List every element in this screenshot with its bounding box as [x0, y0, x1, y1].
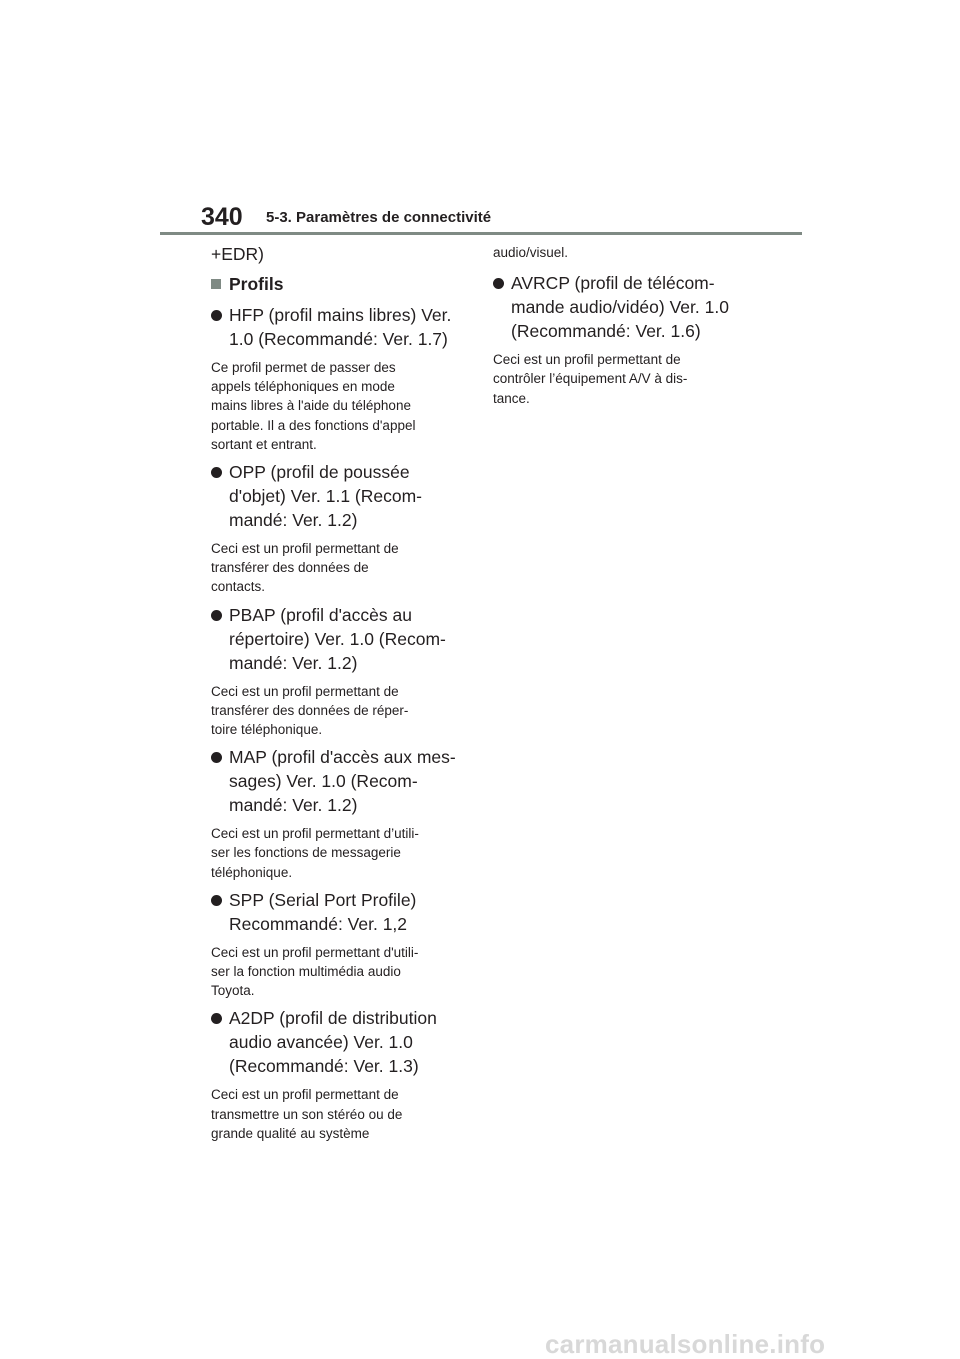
bullet-icon [493, 278, 504, 289]
continued-text: audio/visuel. [493, 245, 569, 260]
desc-line: tance. [493, 390, 530, 406]
list-item-title [211, 888, 473, 936]
desc-line: Ceci est un profil permettant de [211, 541, 399, 557]
title-line: mande audio/vidéo) Ver. 1.0 [511, 297, 729, 318]
list-item-description [211, 824, 473, 882]
desc-line: grande qualité au système [211, 1125, 370, 1141]
title-line: audio avancée) Ver. 1.0 [229, 1032, 413, 1053]
desc-line: mains libres à l'aide du téléphone [211, 398, 411, 414]
bullet-icon [211, 1013, 222, 1024]
title-line: SPP (Serial Port Profile) [229, 889, 417, 910]
desc-line: transférer des données de réper- [211, 702, 409, 718]
watermark-logo: carmanualsonline.info [545, 1329, 826, 1359]
desc-line: transmettre un son stéréo ou de [211, 1106, 403, 1122]
desc-line: ser la fonction multimédia audio [211, 964, 401, 980]
list-item-description [211, 358, 473, 454]
desc-line: portable. Il a des fonctions d'appel [211, 417, 416, 433]
list-item-title [493, 271, 755, 343]
desc-line: Toyota. [211, 983, 255, 999]
desc-line: ser les fonctions de messagerie [211, 845, 401, 861]
square-bullet-icon [211, 279, 221, 289]
desc-line: contacts. [211, 579, 266, 595]
right-column [493, 240, 755, 408]
bullet-icon [211, 467, 222, 478]
title-line: PBAP (profil d'accès au [229, 604, 412, 625]
title-line: AVRCP (profil de télécom- [511, 273, 715, 294]
heading-label: Profils [229, 274, 284, 294]
section-title: 5-3. Paramètres de connectivité [266, 209, 492, 226]
list-item-description [211, 539, 473, 597]
section-heading [211, 272, 473, 296]
desc-line: Ceci est un profil permettant de [211, 1087, 399, 1103]
desc-line: Ceci est un profil permettant de [493, 352, 681, 368]
title-line: sages) Ver. 1.0 (Recom- [229, 771, 418, 792]
title-line: mandé: Ver. 1.2) [229, 652, 358, 673]
desc-line: toire téléphonique. [211, 722, 323, 738]
desc-line: sortant et entrant. [211, 436, 317, 452]
desc-line: Ceci est un profil permettant d'utili- [211, 944, 419, 960]
desc-line: Ceci est un profil permettant de [211, 683, 399, 699]
title-line: d'objet) Ver. 1.1 (Recom- [229, 486, 423, 507]
list-item-title [211, 603, 473, 675]
list-item-description [211, 943, 473, 1001]
left-column [211, 240, 473, 1143]
page-number: 340 [201, 203, 243, 231]
header-rule [160, 232, 802, 235]
title-line: (Recommandé: Ver. 1.3) [229, 1056, 419, 1077]
desc-line: Ce profil permet de passer des [211, 360, 396, 375]
desc-line: Ceci est un profil permettant d’utili- [211, 826, 419, 842]
title-line: (Recommandé: Ver. 1.6) [511, 321, 701, 342]
list-item-title [211, 745, 473, 817]
title-line: répertoire) Ver. 1.0 (Recom- [229, 628, 446, 649]
title-line: MAP (profil d'accès aux mes- [229, 747, 456, 768]
bullet-icon [211, 310, 222, 321]
title-line: HFP (profil mains libres) Ver. [229, 305, 452, 325]
list-item-description [493, 350, 755, 408]
desc-line: transférer des données de [211, 560, 369, 576]
list-item-title [211, 460, 473, 532]
desc-line: téléphonique. [211, 864, 293, 880]
title-line: 1.0 (Recommandé: Ver. 1.7) [229, 329, 448, 349]
continued-text: +EDR) [211, 244, 264, 264]
list-item-title [211, 1006, 473, 1078]
bullet-icon [211, 752, 222, 763]
title-line: A2DP (profil de distribution [229, 1008, 437, 1029]
bullet-icon [211, 610, 222, 621]
title-line: mandé: Ver. 1.2) [229, 795, 358, 816]
list-item-description [211, 1085, 473, 1143]
list-item-title [211, 303, 473, 351]
bullet-icon [211, 895, 222, 906]
title-line: Recommandé: Ver. 1,2 [229, 913, 408, 934]
title-line: OPP (profil de poussée [229, 462, 410, 483]
desc-line: contrôler l’équipement A/V à dis- [493, 371, 688, 387]
desc-line: appels téléphoniques en mode [211, 379, 395, 395]
list-item-description [211, 682, 473, 740]
title-line: mandé: Ver. 1.2) [229, 510, 358, 531]
